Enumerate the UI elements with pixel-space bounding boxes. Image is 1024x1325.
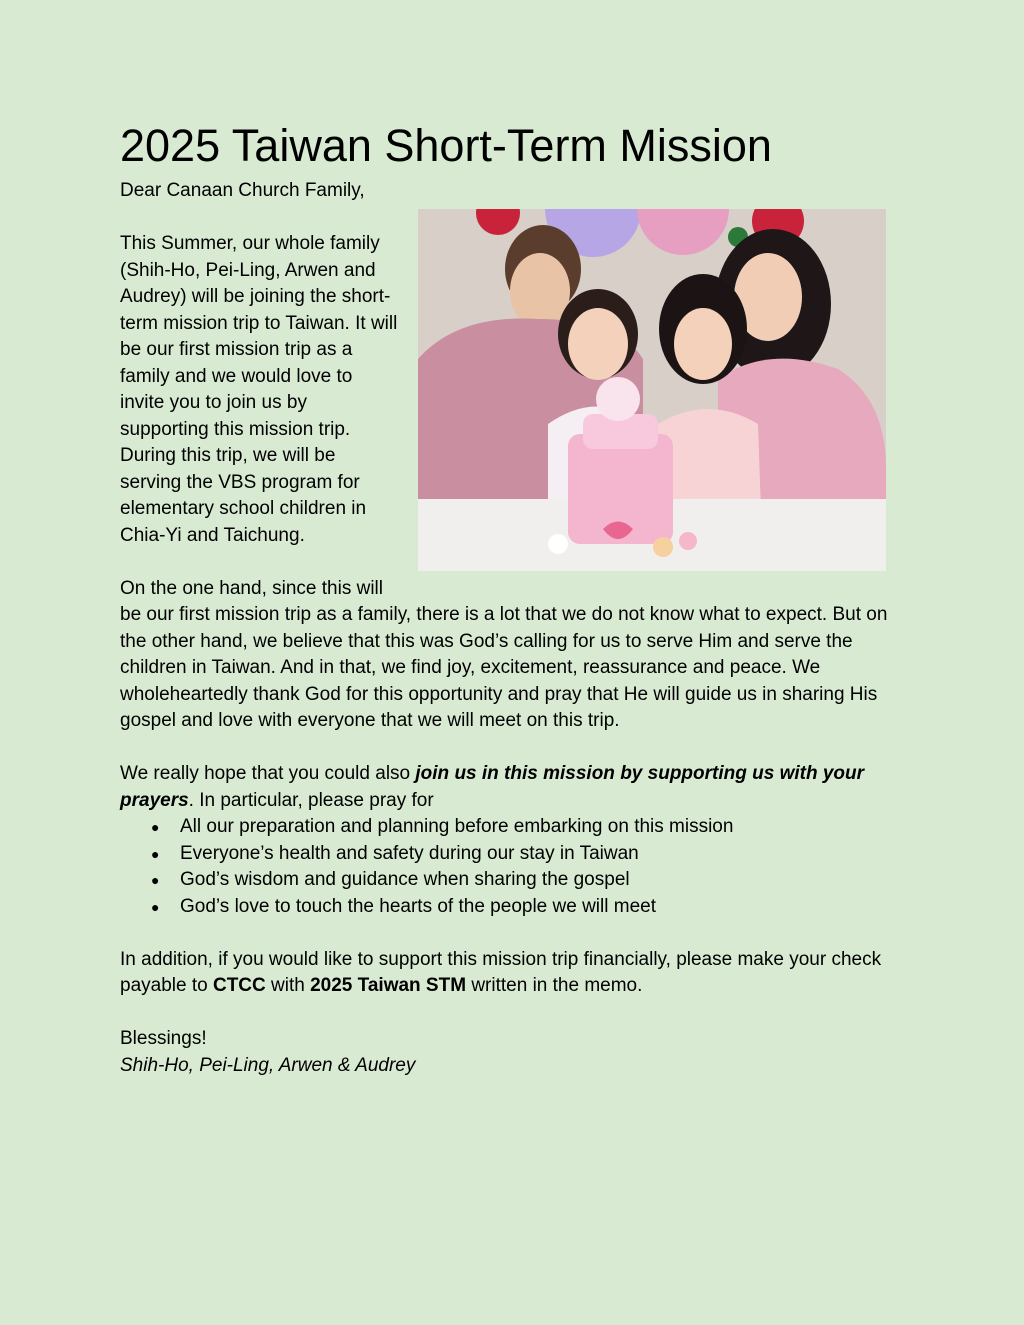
prayer-item: ● God’s wisdom and guidance when sharing the gospel [180,867,910,894]
financial-mid: with [265,975,311,996]
prayer-request-emphasis: join us in this mission by supporting us with your prayers [120,763,865,811]
page-title: 2025 Taiwan Short-Term Mission [120,120,772,171]
greeting: Dear Canaan Church Family, [120,180,365,201]
paragraph-prayer-request [120,761,910,814]
prayer-item: ● Everyone’s health and safety during our stay in Taiwan [180,841,910,868]
prayer-request-lead: We really hope that you could also [120,763,416,784]
signature: Shih-Ho, Pei-Ling, Arwen & Audrey [120,1054,416,1076]
prayer-item: ● All our preparation and planning before embarking on this mission [180,814,910,841]
check-memo: 2025 Taiwan STM [310,975,467,996]
prayer-list [120,814,910,920]
financial-lead: In addition, if you would like to support this mission trip financially, please make your check payable to [120,948,882,996]
paragraph-calling: On the one hand, since this will be our first mission trip as a family, there is a lot that we do not know what to expect. But on the other hand, we believe that this was God’s calling for us to serve Him and serve the children in Taiwan. And in that, we find joy, excitement, reassurance and peace. We wholeheartedly thank God for this opportunity and pray that He will guide us in sharing His gospel and love with everyone that we will meet on this trip. [120,577,888,731]
paragraph-financial-support [120,947,910,1000]
prayer-request-tail: . In particular, please pray for [188,789,434,811]
closing: Blessings! [120,1028,207,1049]
family-photo [418,209,886,571]
document-page [120,118,910,1079]
check-payee: CTCC [212,975,266,996]
financial-tail: written in the memo. [466,975,643,996]
family-photo-image [418,209,886,571]
prayer-item: ● God’s love to touch the hearts of the people we will meet [180,894,910,921]
paragraph-family-intro: This Summer, our whole family (Shih-Ho, Pei-Ling, Arwen and Audrey) will be joining the short-term mission trip to Taiwan. It will be our first mission trip as a family and we would love to invite you to join us by supporting this mission trip. During this trip, we will be serving the VBS program for elementary school children in Chia-Yi and Taichung. [120,233,398,546]
